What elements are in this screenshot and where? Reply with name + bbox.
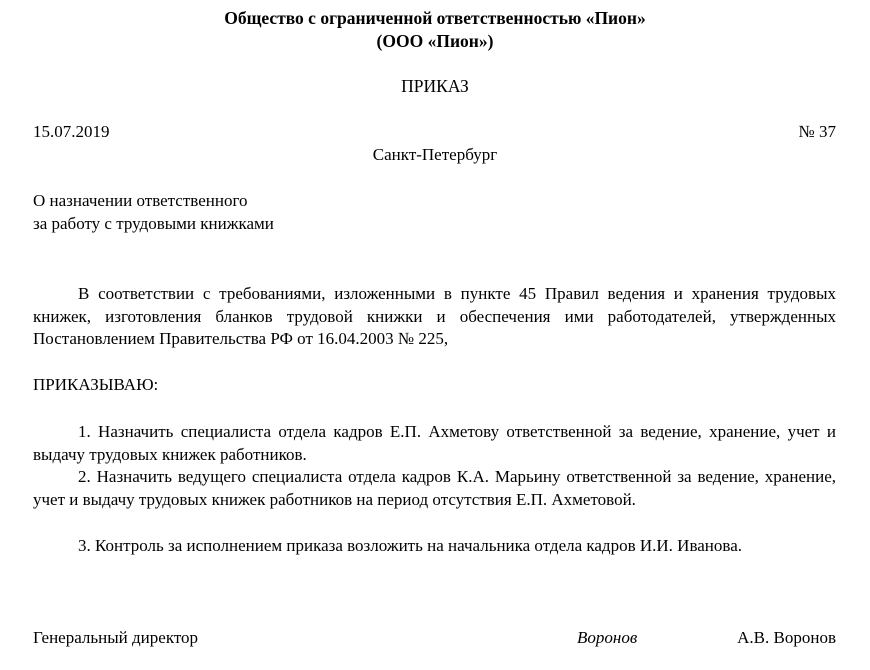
- org-short-name: (ООО «Пион»): [376, 31, 494, 51]
- subject-line-2: за работу с трудовыми книжками: [33, 214, 274, 233]
- order-number: № 37: [798, 122, 836, 141]
- order-item-1: 1. Назначить специалиста отдела кадров Е.П. Ахметову ответственной за ведение, хранение, учет и выдачу трудовых книжек работников.: [33, 422, 836, 464]
- order-item-2: 2. Назначить ведущего специалиста отдела кадров К.А. Марьину ответственной за ведение, хранение, учет и выдачу трудовых книжек работников на период отсутствия Е.П. Ахметовой.: [33, 467, 836, 509]
- order-date: 15.07.2019: [33, 122, 110, 141]
- order-city: Санкт-Петербург: [372, 145, 498, 164]
- signer-signature: Воронов: [577, 628, 638, 647]
- preamble-paragraph: В соответствии с требованиями, изложенными в пункте 45 Правил ведения и хранения трудовых книжек, изготовления бланков трудовой книжки и обеспечения ими работодателей, утвержденных Постановлением Правительства РФ от 16.04.2003 № 225,: [33, 284, 836, 348]
- org-full-name: Общество с ограниченной ответственностью «Пион»: [224, 8, 646, 28]
- order-word: ПРИКАЗЫВАЮ:: [33, 375, 159, 394]
- signer-name: А.В. Воронов: [737, 628, 836, 647]
- document-title: ПРИКАЗ: [401, 76, 469, 96]
- order-item-3: 3. Контроль за исполнением приказа возложить на начальника отдела кадров И.И. Иванова.: [78, 536, 742, 555]
- signer-position: Генеральный директор: [33, 628, 199, 647]
- subject-line-1: О назначении ответственного: [33, 191, 248, 210]
